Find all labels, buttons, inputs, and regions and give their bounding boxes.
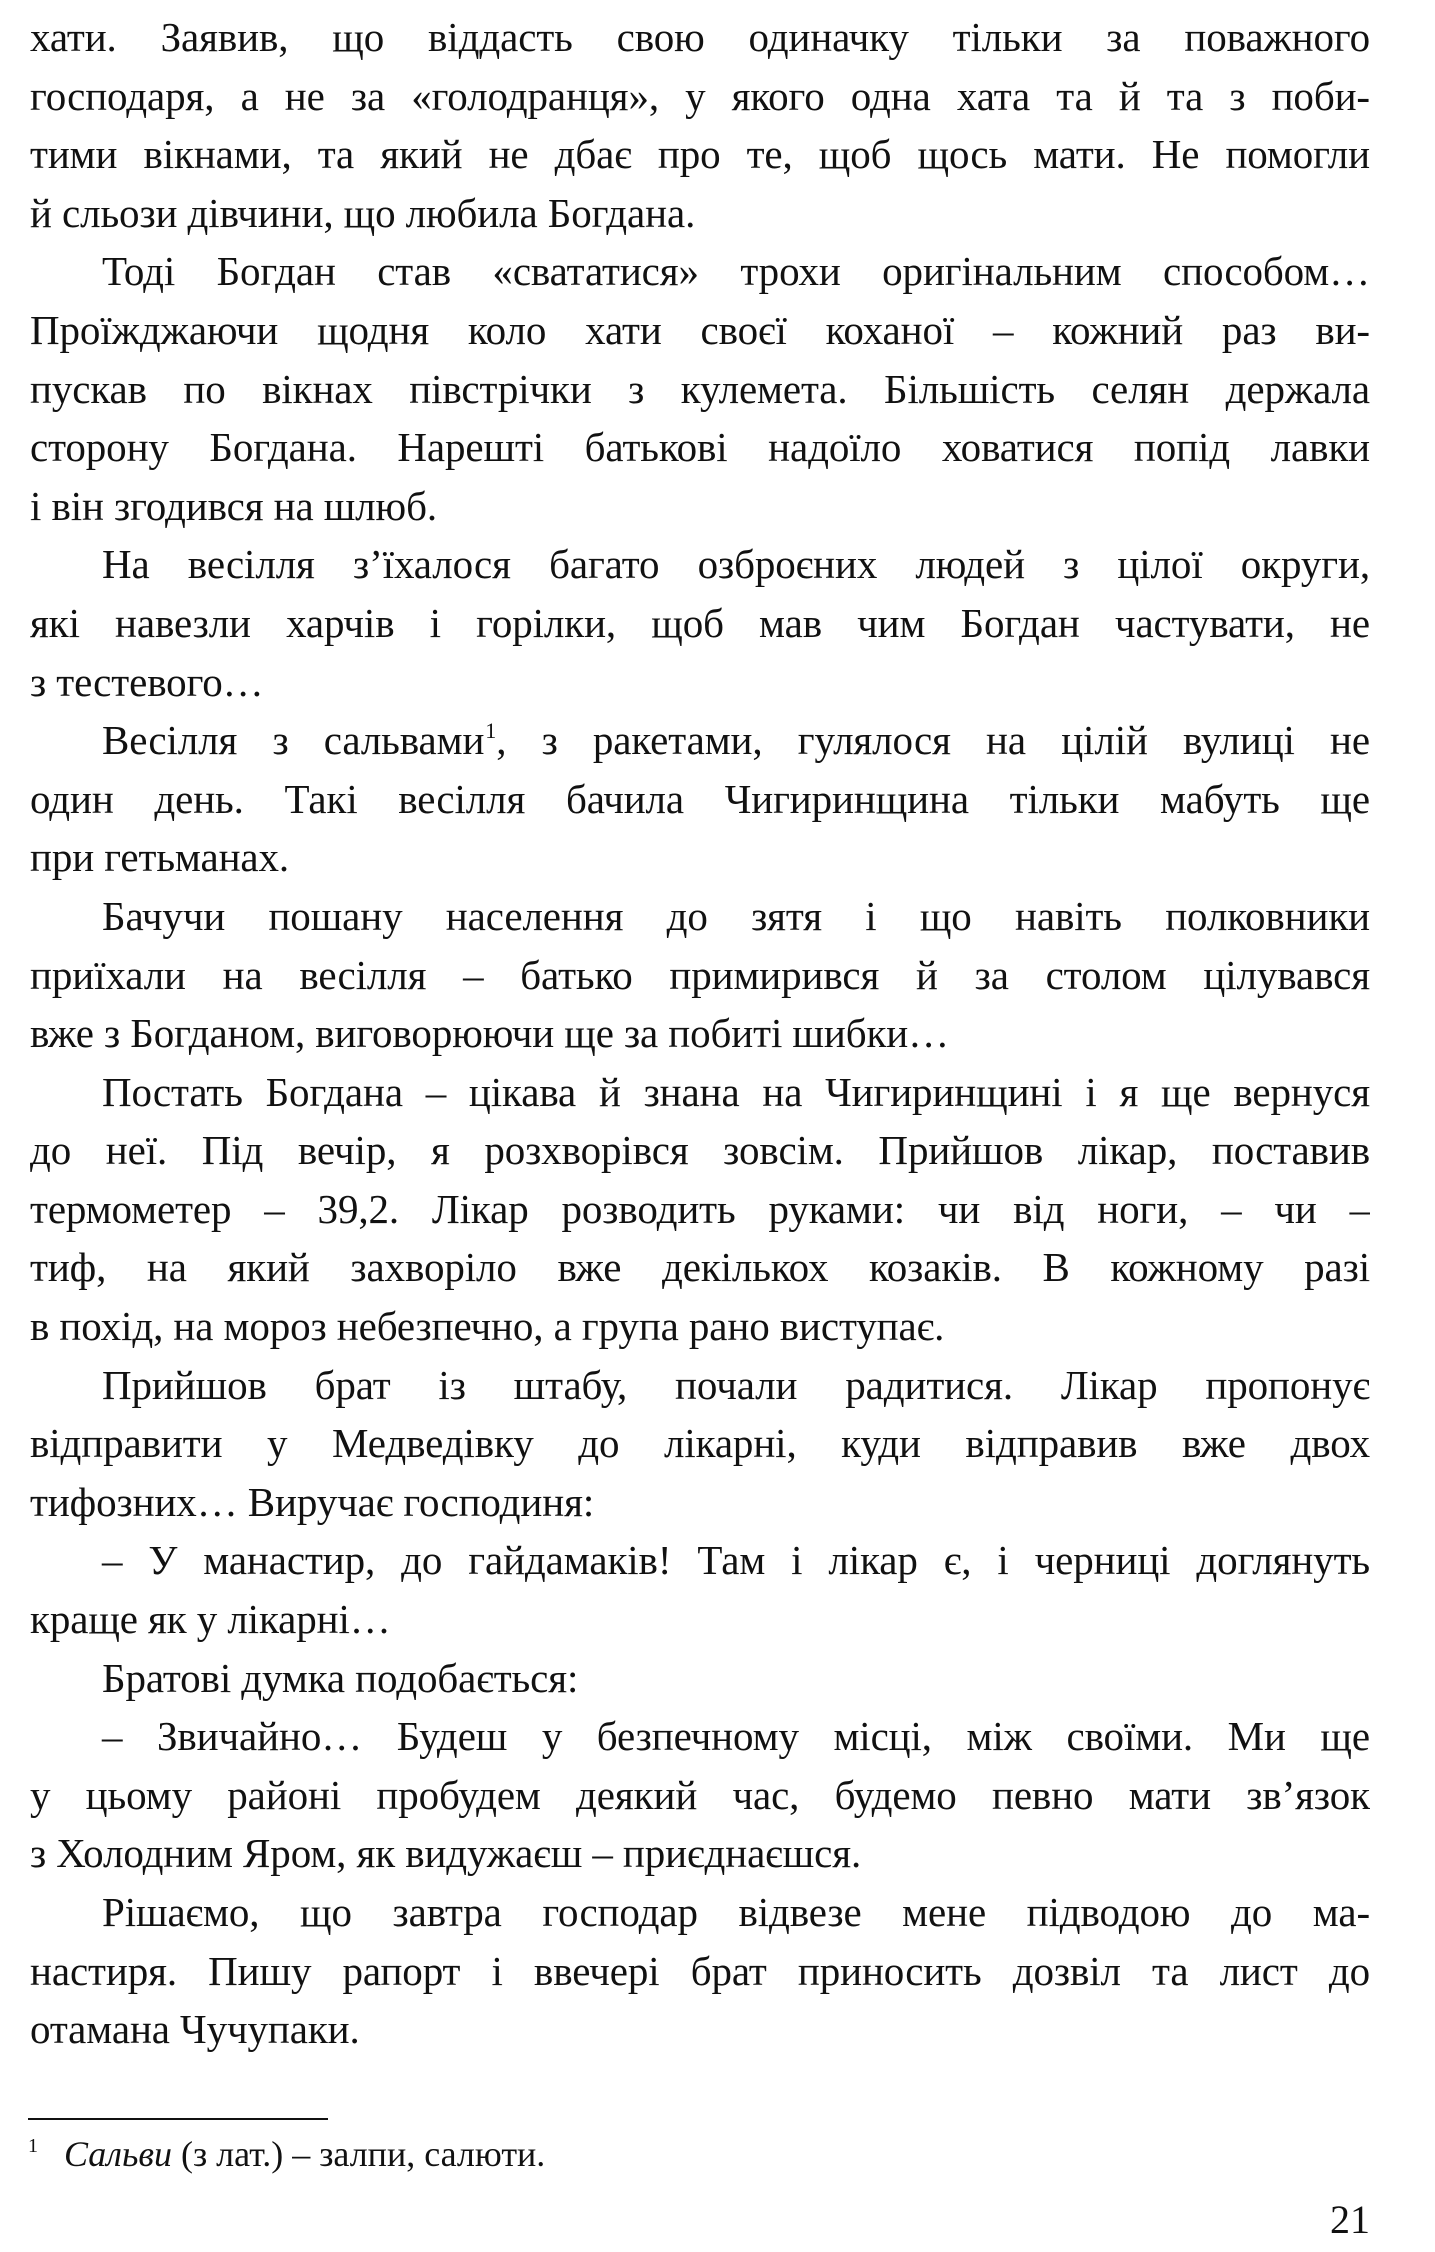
text-line: в похід, на мороз небезпечно, а група рано виступає.	[30, 1303, 945, 1350]
paragraph	[30, 1883, 1370, 2059]
footnote-reference[interactable]: 1	[485, 718, 497, 744]
text-line: й сльози дівчини, що любила Богдана.	[30, 189, 696, 236]
paragraph	[30, 1356, 1370, 1532]
text-line: пускав по вікнах півстрічки з кулемета. Більшість селян держала	[30, 365, 1370, 412]
text-line: – Звичайно… Будеш у безпечному місці, між своїми. Ми ще	[102, 1713, 1370, 1760]
paragraph	[30, 242, 1370, 535]
paragraph	[30, 1063, 1370, 1356]
text-line: вже з Богданом, виговорюючи ще за побиті шибки…	[30, 1010, 950, 1057]
text-line: приїхали на весілля – батько примирився й за столом цілувався	[30, 951, 1370, 998]
text-line: Прийшов брат із штабу, почали радитися. Лікар пропонує	[102, 1361, 1370, 1408]
text-line: сторону Богдана. Нарешті батькові надоїло ховатися попід лавки	[30, 424, 1370, 471]
text-line: хати. Заявив, що віддасть свою одиначку тільки за поважного	[30, 14, 1370, 60]
footnote-term: Сальви	[64, 2134, 172, 2174]
text-line: Бачучи пошану населення до зятя і що навіть полковники	[102, 892, 1370, 939]
text-line: з Холодним Яром, як видужаєш – приєднаєшся.	[30, 1830, 862, 1877]
text-line	[30, 711, 1370, 770]
text-line: термометер – 39,2. Лікар розводить руками: чи від ноги, – чи –	[30, 1185, 1370, 1232]
text-line: при гетьманах.	[30, 834, 290, 881]
text-line: до неї. Під вечір, я розхворівся зовсім. Прийшов лікар, поставив	[30, 1127, 1370, 1174]
text-line: краще як у лікарні…	[30, 1596, 391, 1643]
text-line: тиф, на який захворіло вже декількох козаків. В кожному разі	[30, 1244, 1370, 1291]
text-line: – У манастир, до гайдамаків! Там і лікар є, і черниці доглянуть	[102, 1537, 1370, 1584]
text-line: Рішаємо, що завтра господар відвезе мене підводою до ма-	[102, 1889, 1370, 1935]
paragraph	[30, 711, 1370, 887]
footnote: 1 Сальви (з лат.) – залпи, салюти.	[28, 2134, 546, 2174]
text-segment: , з ракетами, гулялося на цілій вулиці не	[496, 717, 1370, 764]
paragraph	[30, 535, 1370, 711]
text-segment: Весілля з сальвами	[102, 717, 485, 764]
text-line: отамана Чучупаки.	[30, 2006, 360, 2053]
body-text	[30, 8, 1370, 2059]
footnote-separator	[28, 2118, 328, 2120]
text-line: і він згодився на шлюб.	[30, 482, 437, 529]
text-line: які навезли харчів і горілки, щоб мав чим Богдан частувати, не	[30, 599, 1370, 646]
text-line: господаря, а не за «голодранця», у якого одна хата та й та з поби-	[30, 72, 1370, 119]
text-line: з тестевого…	[30, 658, 264, 705]
text-line: настиря. Пишу рапорт і ввечері брат приносить дозвіл та лист до	[30, 1947, 1370, 1994]
paragraph	[30, 1707, 1370, 1883]
text-line: відправити у Медведівку до лікарні, куди відправив вже двох	[30, 1420, 1370, 1467]
text-line: Тоді Богдан став «свататися» трохи оригінальним способом…	[102, 248, 1370, 295]
text-line: тими вікнами, та який не дбає про те, щоб щось мати. Не помогли	[30, 131, 1370, 178]
text-line: На весілля з’їхалося багато озброєних людей з цілої округи,	[102, 541, 1370, 588]
paragraph	[30, 887, 1370, 1063]
text-line: Постать Богдана – цікава й знана на Чигиринщині і я ще вернуся	[102, 1068, 1370, 1115]
text-line: Проїжджаючи щодня коло хати своєї коханої – кожний раз ви-	[30, 306, 1370, 353]
paragraph	[30, 1649, 1370, 1708]
text-line: Братові думка подобається:	[102, 1654, 579, 1701]
text-line: один день. Такі весілля бачила Чигиринщина тільки мабуть ще	[30, 775, 1370, 822]
footnote-text: (з лат.) – залпи, салюти.	[171, 2134, 546, 2174]
paragraph	[30, 8, 1370, 242]
page-number: 21	[1330, 2197, 1370, 2242]
text-line: у цьому районі пробудем деякий час, будемо певно мати зв’язок	[30, 1771, 1370, 1818]
paragraph	[30, 1531, 1370, 1648]
text-line: тифозних… Виручає господиня:	[30, 1478, 595, 1525]
